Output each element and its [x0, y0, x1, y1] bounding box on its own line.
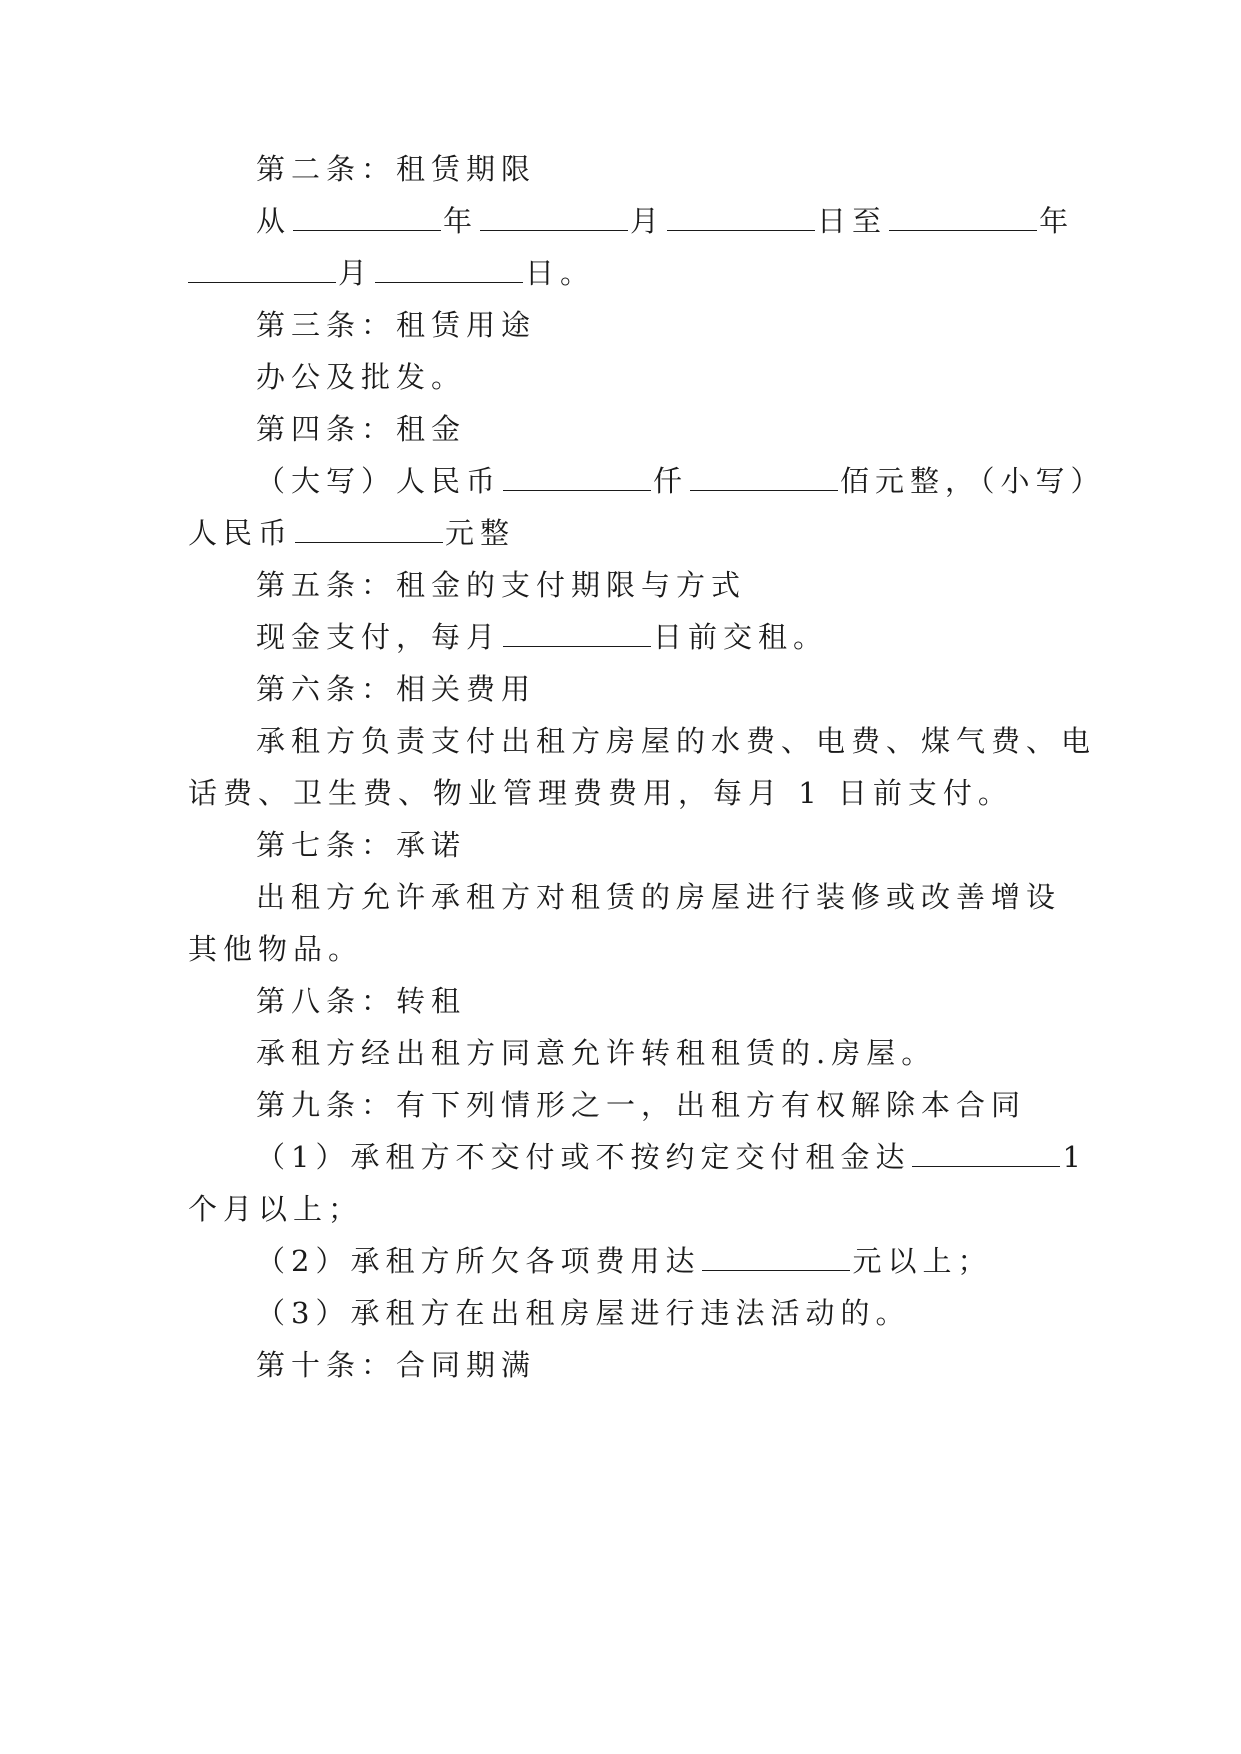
fill-blank — [503, 468, 651, 491]
payment-method-text — [256, 619, 828, 655]
text-segment: 日。 — [525, 256, 596, 290]
article-8-heading: 第八条：转租 — [256, 984, 467, 1018]
fill-blank — [295, 520, 443, 543]
commitment-text-line-2: 其他物品。 — [188, 932, 364, 966]
lease-term-line-2 — [188, 255, 595, 291]
lease-term-line-1 — [256, 203, 1074, 239]
text-segment: 日至 — [817, 204, 888, 238]
text-segment: 年 — [443, 204, 479, 238]
fill-blank — [188, 260, 336, 283]
text-segment: 1 — [1062, 1140, 1087, 1174]
text-segment: 年 — [1039, 204, 1075, 238]
fees-text-line-1: 承租方负责支付出租方房屋的水费、电费、煤气费、电 — [256, 724, 1097, 758]
text-segment: 日前交租。 — [653, 620, 829, 654]
article-2-heading: 第二条：租赁期限 — [256, 152, 537, 186]
rent-amount-line-2 — [188, 515, 515, 551]
termination-item-2 — [256, 1243, 992, 1279]
text-segment: 元以上； — [852, 1244, 993, 1278]
fill-blank — [375, 260, 523, 283]
article-4-heading: 第四条：租金 — [256, 412, 467, 446]
text-segment: 佰元整，（小写） — [840, 464, 1106, 498]
text-segment: （大写）人民币 — [256, 464, 502, 498]
fill-blank — [667, 208, 815, 231]
text-segment: 元整 — [445, 516, 516, 550]
fill-blank — [912, 1144, 1060, 1167]
text-segment: 人民币 — [188, 516, 294, 550]
fill-blank — [690, 468, 838, 491]
fees-text-line-2: 话费、卫生费、物业管理费费用，每月 1 日前支付。 — [188, 776, 1013, 810]
text-segment: 月 — [338, 256, 374, 290]
lease-purpose-text: 办公及批发。 — [256, 360, 467, 394]
article-3-heading: 第三条：租赁用途 — [256, 308, 537, 342]
sublease-text: 承租方经出租方同意允许转租租赁的.房屋。 — [256, 1036, 937, 1070]
article-5-heading: 第五条：租金的支付期限与方式 — [256, 568, 747, 602]
text-segment: （1）承租方不交付或不按约定交付租金达 — [256, 1140, 911, 1174]
text-segment: 月 — [630, 204, 666, 238]
commitment-text-line-1: 出租方允许承租方对租赁的房屋进行装修或改善增设 — [256, 880, 1062, 914]
termination-item-1-line-1 — [256, 1139, 1087, 1175]
termination-item-1-line-2: 个月以上； — [188, 1192, 364, 1226]
text-segment: 现金支付，每月 — [256, 620, 502, 654]
fill-blank — [480, 208, 628, 231]
fill-blank — [503, 624, 651, 647]
article-10-heading: 第十条：合同期满 — [256, 1348, 537, 1382]
text-segment: 从 — [256, 204, 292, 238]
text-segment: 仟 — [653, 464, 689, 498]
fill-blank — [889, 208, 1037, 231]
fill-blank — [702, 1248, 850, 1271]
text-segment: （2）承租方所欠各项费用达 — [256, 1244, 701, 1278]
article-7-heading: 第七条：承诺 — [256, 828, 467, 862]
fill-blank — [293, 208, 441, 231]
termination-item-3: （3）承租方在出租房屋进行违法活动的。 — [256, 1296, 911, 1330]
article-9-heading: 第九条：有下列情形之一，出租方有权解除本合同 — [256, 1088, 1027, 1122]
article-6-heading: 第六条：相关费用 — [256, 672, 537, 706]
rent-amount-line-1 — [256, 463, 1106, 499]
